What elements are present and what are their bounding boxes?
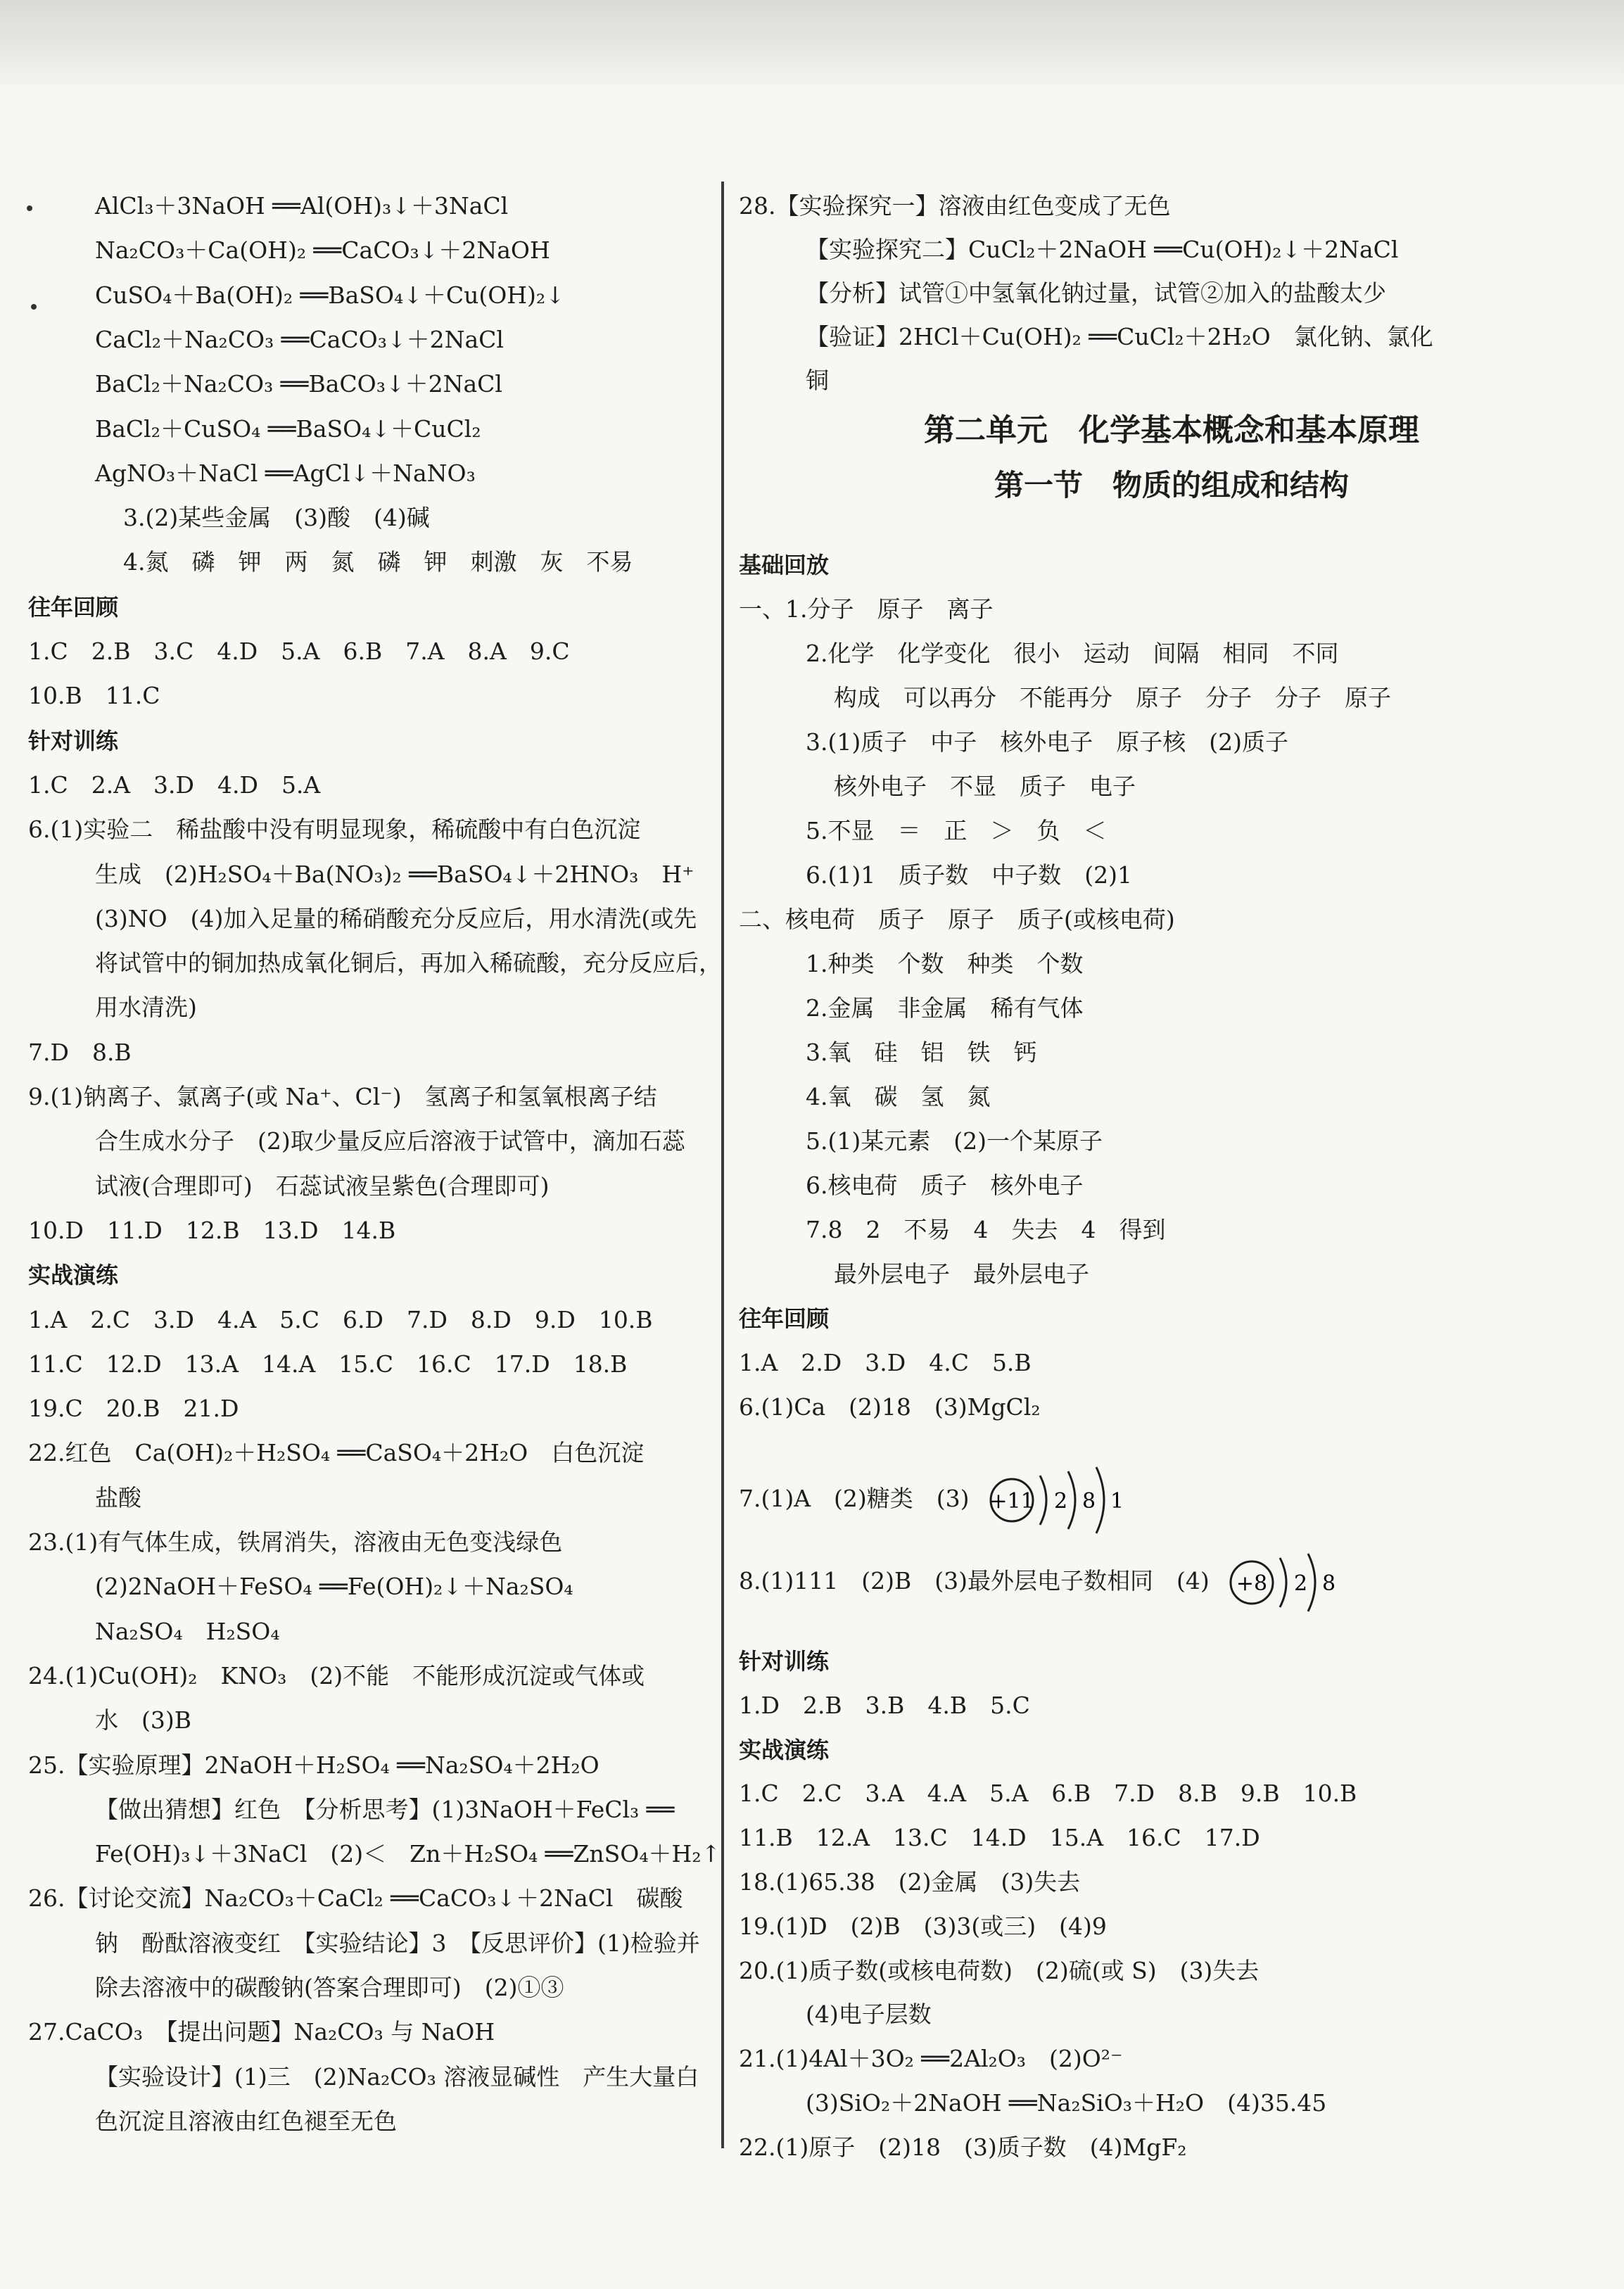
answer-line: 试液(合理即可) 石蕊试液呈紫色(合理即可) [95, 1172, 550, 1200]
shell-1: 2 [1054, 1489, 1068, 1514]
answer-line: 11.B 12.A 13.C 14.D 15.A 16.C 17.D [739, 1824, 1260, 1852]
section-heading: 往年回顾 [28, 593, 119, 621]
section-heading: 往年回顾 [739, 1305, 830, 1332]
answer-line: 1.A 2.C 3.D 4.A 5.C 6.D 7.D 8.D 9.D 10.B [28, 1305, 653, 1333]
answer-line: 6.(1)1 质子数 中子数 (2)1 [806, 861, 1132, 889]
answer-line: 生成 (2)H₂SO₄＋Ba(NO₃)₂ ══BaSO₄↓＋2HNO₃ H⁺ [95, 860, 694, 888]
answer-line: (3)NO (4)加入足量的稀硝酸充分反应后，用水清洗(或先 [95, 904, 697, 932]
answer-line: 26.【讨论交流】Na₂CO₃＋CaCl₂ ══CaCO₃↓＋2NaCl 碳酸 [28, 1884, 683, 1913]
answer-line: 6.(1)Ca (2)18 (3)MgCl₂ [739, 1393, 1041, 1421]
answer-line: 3.氧 硅 铝 铁 钙 [806, 1039, 1037, 1066]
answer-line: 11.C 12.D 13.A 14.A 15.C 16.C 17.D 18.B [28, 1350, 628, 1378]
answer-line: 【做出猜想】红色 【分析思考】(1)3NaOH＋FeCl₃ ══ [95, 1795, 675, 1823]
answer-line: 27.CaCO₃ 【提出问题】Na₂CO₃ 与 NaOH [28, 2018, 495, 2046]
answer-line: 【分析】试管①中氢氧化钠过量，试管②加入的盐酸太少 [806, 279, 1386, 307]
answer-line: 铜 [806, 367, 829, 394]
answer-line: 7.D 8.B [28, 1038, 132, 1066]
answer-line: 20.(1)质子数(或核电荷数) (2)硫(或 S) (3)失去 [739, 1956, 1260, 1984]
atom-structure-diagram [985, 1461, 1133, 1539]
answer-line: CaCl₂＋Na₂CO₃ ══CaCO₃↓＋2NaCl [95, 325, 504, 353]
answer-line: 除去溶液中的碳酸钠(答案合理即可) (2)①③ [95, 1974, 564, 2001]
answer-line: (2)2NaOH＋FeSO₄ ══Fe(OH)₂↓＋Na₂SO₄ [95, 1573, 573, 1601]
nucleus-label: +8 [1236, 1571, 1268, 1596]
answer-line: 最外层电子 最外层电子 [834, 1260, 1089, 1288]
answer-line: 【实验探究二】CuCl₂＋2NaOH ══Cu(OH)₂↓＋2NaCl [806, 236, 1399, 263]
answer-line: 6.核电荷 质子 核外电子 [806, 1172, 1084, 1199]
answer-line: 构成 可以再分 不能再分 原子 分子 分子 原子 [834, 684, 1391, 711]
answer-line: 18.(1)65.38 (2)金属 (3)失去 [739, 1868, 1081, 1896]
answer-line: Fe(OH)₃↓＋3NaCl (2)＜ Zn＋H₂SO₄ ══ZnSO₄＋H₂↑ [95, 1840, 721, 1868]
section-heading: 针对训练 [28, 727, 119, 754]
answer-line: 1.C 2.B 3.C 4.D 5.A 6.B 7.A 8.A 9.C [28, 638, 570, 665]
margin-mark [27, 205, 32, 211]
section-heading: 针对训练 [739, 1648, 830, 1675]
atom-structure-diagram [1225, 1544, 1345, 1621]
answer-line: AgNO₃＋NaCl ══AgCl↓＋NaNO₃ [95, 459, 476, 487]
section-heading: 实战演练 [28, 1262, 119, 1289]
answer-line: BaCl₂＋Na₂CO₃ ══BaCO₃↓＋2NaCl [95, 370, 502, 398]
q7-text: 7.(1)A (2)糖类 (3) [739, 1485, 970, 1512]
answer-line: 6.(1)实验二 稀盐酸中没有明显现象，稀硫酸中有白色沉淀 [28, 816, 641, 844]
shell-2: 8 [1082, 1489, 1096, 1514]
answer-line: (3)SiO₂＋2NaOH ══Na₂SiO₃＋H₂O (4)35.45 [806, 2089, 1327, 2117]
answer-line: 盐酸 [95, 1483, 141, 1511]
answer-line-q8 [739, 1542, 1345, 1620]
answer-line: 核外电子 不显 质子 电子 [834, 773, 1136, 800]
answer-line: 9.(1)钠离子、氯离子(或 Na⁺、Cl⁻) 氢离子和氢氧根离子结 [28, 1083, 657, 1110]
answer-line: 2.化学 化学变化 很小 运动 间隔 相同 不同 [806, 640, 1339, 667]
shell-2: 8 [1322, 1571, 1336, 1596]
nucleus-label: +11 [989, 1489, 1034, 1514]
answer-line: 1.C 2.A 3.D 4.D 5.A [28, 771, 321, 799]
column-divider [721, 182, 724, 2148]
answer-line: 5.不显 ＝ 正 ＞ 负 ＜ [806, 817, 1107, 844]
answer-line: 1.C 2.C 3.A 4.A 5.A 6.B 7.D 8.B 9.B 10.B [739, 1780, 1357, 1808]
shell-3: 1 [1110, 1489, 1124, 1514]
answer-line: Na₂SO₄ H₂SO₄ [95, 1617, 280, 1645]
answer-line: 钠 酚酞溶液变红 【实验结论】3 【反思评价】(1)检验并 [95, 1929, 700, 1957]
answer-line: 23.(1)有气体生成，铁屑消失，溶液由无色变浅绿色 [28, 1528, 563, 1556]
answer-line: AlCl₃＋3NaOH ══Al(OH)₃↓＋3NaCl [95, 192, 509, 220]
answer-line: 19.(1)D (2)B (3)3(或三) (4)9 [739, 1912, 1107, 1940]
section-title: 第一节 物质的组成和结构 [994, 468, 1349, 502]
page-top-shade [0, 0, 1624, 84]
answer-line: 22.(1)原子 (2)18 (3)质子数 (4)MgF₂ [739, 2133, 1187, 2161]
answer-line: 4.氧 碳 氢 氮 [806, 1083, 991, 1110]
answer-line: 3.(2)某些金属 (3)酸 (4)碱 [123, 504, 430, 532]
answer-line: 二、核电荷 质子 原子 质子(或核电荷) [739, 906, 1175, 933]
unit-title: 第二单元 化学基本概念和基本原理 [924, 412, 1419, 448]
answer-line: 22.红色 Ca(OH)₂＋H₂SO₄ ══CaSO₄＋2H₂O 白色沉淀 [28, 1439, 645, 1467]
answer-line: CuSO₄＋Ba(OH)₂ ══BaSO₄↓＋Cu(OH)₂↓ [95, 281, 565, 309]
answer-line: 25.【实验原理】2NaOH＋H₂SO₄ ══Na₂SO₄＋2H₂O [28, 1751, 600, 1779]
answer-line: BaCl₂＋CuSO₄ ══BaSO₄↓＋CuCl₂ [95, 414, 481, 443]
answer-line: 1.种类 个数 种类 个数 [806, 950, 1084, 977]
answer-line: 10.B 11.C [28, 682, 160, 710]
answer-line: 将试管中的铜加热成氧化铜后，再加入稀硫酸，充分反应后， [95, 949, 722, 977]
section-heading: 实战演练 [739, 1736, 830, 1763]
answer-line: 水 (3)B [95, 1706, 191, 1735]
shell-1: 2 [1294, 1571, 1308, 1596]
answer-line: 用水清洗) [95, 994, 197, 1022]
answer-line: (4)电子层数 [806, 2001, 932, 2029]
answer-line: 24.(1)Cu(OH)₂ KNO₃ (2)不能 不能形成沉淀或气体或 [28, 1661, 645, 1689]
q8-text: 8.(1)111 (2)B (3)最外层电子数相同 (4) [739, 1567, 1210, 1594]
answer-line: 1.D 2.B 3.B 4.B 5.C [739, 1691, 1030, 1719]
answer-line: 一、1.分子 原子 离子 [739, 595, 994, 623]
answer-line: 5.(1)某元素 (2)一个某原子 [806, 1127, 1103, 1155]
answer-line: 10.D 11.D 12.B 13.D 14.B [28, 1216, 396, 1244]
answer-line: 【验证】2HCl＋Cu(OH)₂ ══CuCl₂＋2H₂O 氯化钠、氯化 [806, 323, 1433, 350]
answer-line: 4.氮 磷 钾 两 氮 磷 钾 刺激 灰 不易 [123, 548, 633, 576]
answer-line: 2.金属 非金属 稀有气体 [806, 994, 1084, 1022]
answer-line: 合生成水分子 (2)取少量反应后溶液于试管中，滴加石蕊 [95, 1127, 685, 1155]
margin-mark [31, 304, 37, 310]
answer-line: 【实验设计】(1)三 (2)Na₂CO₃ 溶液显碱性 产生大量白 [95, 2062, 699, 2091]
answer-line: 21.(1)4Al＋3O₂ ══2Al₂O₃ (2)O²⁻ [739, 2045, 1123, 2073]
answer-line: 7.8 2 不易 4 失去 4 得到 [806, 1216, 1166, 1243]
section-heading: 基础回放 [739, 552, 830, 578]
answer-line-q7 [739, 1460, 1133, 1537]
answer-line: 3.(1)质子 中子 核外电子 原子核 (2)质子 [806, 728, 1288, 756]
answer-line: 1.A 2.D 3.D 4.C 5.B [739, 1349, 1032, 1376]
answer-line: 19.C 20.B 21.D [28, 1395, 239, 1423]
answer-line: Na₂CO₃＋Ca(OH)₂ ══CaCO₃↓＋2NaOH [95, 236, 550, 265]
answer-line: 28.【实验探究一】溶液由红色变成了无色 [739, 192, 1171, 220]
answer-line: 色沉淀且溶液由红色褪至无色 [95, 2107, 397, 2135]
